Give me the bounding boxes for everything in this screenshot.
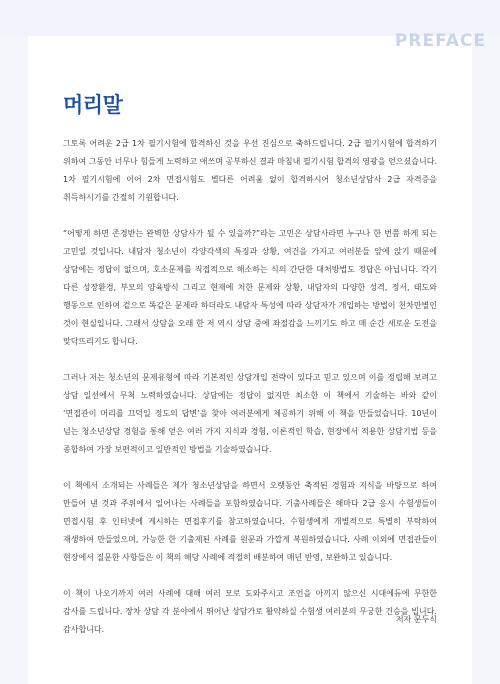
paragraph-5: 이 책이 나오기까지 여러 사례에 대해 여러 모로 도와주시고 조언을 아끼지 않으신 시대에듀에 무한한 감사를 드립니다. 장차 상담 각 분야에서 뛰어난 상담가로 활약하실 수험생 여러분의 무궁한 건승을 빕니다. 감사합니다. (63, 589, 437, 634)
right-margin-strip (472, 36, 500, 684)
left-margin-strip (0, 36, 28, 684)
paragraph-4: 이 책에서 소개되는 사례들은 제가 청소년상담을 하면서 오랫동안 축적된 경험과 지식을 바탕으로 하여 만들어 낸 것과 주위에서 일어나는 사례들을 포함하였습니다. 기출사례들은 해마다 2급 응시 수험생들이 면접시험 후 인터넷에 게시하는 면접후기를 참고하였습니다. 수험생에게 개별적으로 특별히 부탁하여 재생하여 만들었으며, 가능한 한 기출제된 사례를 원문과 가깝게 복원하였습니다. 사례 이외에 면접관들이 현장에서 질문한 사항들은 이 책의 해당 사례에 적절히 배분하여 매년 반영, 보완하고 있습니다. (63, 481, 437, 562)
paragraph-3: 그러나 저는 청소년의 문제유형에 따라 기본적인 상담개입 전략이 있다고 믿고 있으며 이를 정립해 보려고 상담 일선에서 무척 노력하였습니다. 상담에는 정답이 없지만 최소한 이 책에서 기술하는 바와 같이 ‘면접관이 머리를 끄덕일 정도의 답변’을 찾아 여러분에게 제공하기 위해 이 책을 만들었습니다. 10년이 넘는 청소년상담 경험을 통해 얻은 여러 가지 지식과 경험, 이론적인 학습, 현장에서 적용한 상담기법 등을 종합하여 가장 보편적이고 일반적인 방법을 기술하였습니다. (63, 373, 437, 454)
page-title: 머리말 (63, 93, 123, 117)
paragraph-1: 그토록 어려운 2급 1차 필기시험에 합격하신 것을 우선 진심으로 축하드립니다. 2급 필기시험에 합격하기 위하여 그동안 너무나 힘들게 노력하고 애쓰며 공부하신 결과 마침내 필기시험 합격의 영광을 얻으셨습니다. 1차 필기시험에 이어 2차 면접시험도 별다른 어려움 없이 합격하시어 청소년상담사 2급 자격증을 취득하시기를 간절히 기원합니다. (63, 139, 437, 202)
preface-body (63, 135, 437, 657)
paragraph-2: “어떻게 하면 존경받는 완벽한 상담사가 될 수 있을까?”라는 고민은 상담사라면 누구나 한 번쯤 하게 되는 고민일 것입니다. 내담자 청소년이 각양각색의 특징과 상황, 여건을 가지고 여러분들 앞에 앉기 때문에 상담에는 정답이 없으며, 호소문제를 직접적으로 해소하는 식의 간단한 대처방법도 정답은 아닙니다. 각기 다른 성장환경, 부모의 양육방식 그리고 현재에 처한 문제와 상황, 내담자의 다양한 성격, 정서, 태도와 행동으로 인하여 겉으로 똑같은 문제라 하더라도 내담자 특성에 따라 상담자가 개입하는 방법이 천차만별인 것이 현실입니다. 그래서 상담을 오래 한 저 역시 상담 중에 좌절감을 느끼기도 하고 매 순간 새로운 도전을 맞닥뜨리기도 합니다. (63, 229, 437, 346)
author-signature: 저자 문두식 (395, 615, 437, 624)
section-label: PREFACE (394, 31, 486, 51)
